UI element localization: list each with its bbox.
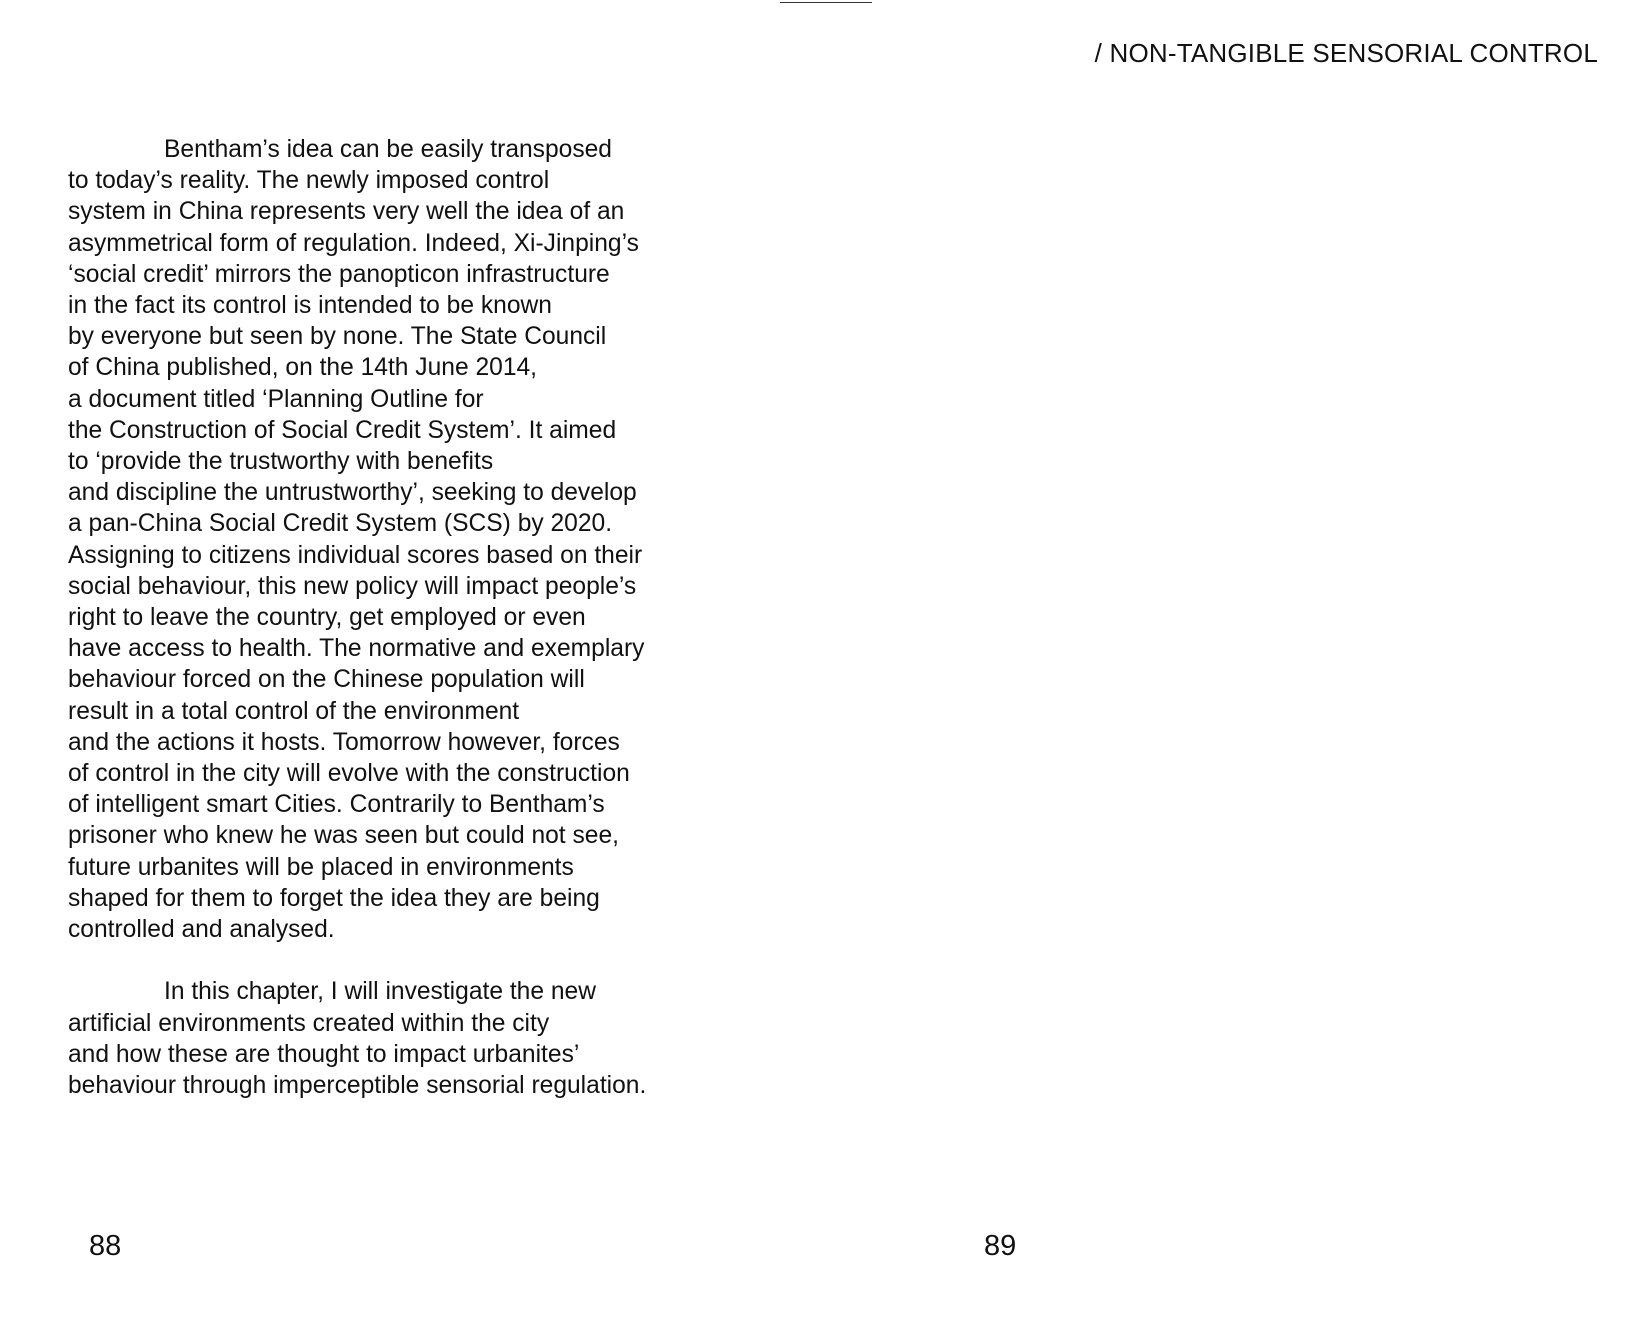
text-line: of China published, on the 14th June 2014, — [68, 354, 538, 382]
page-number-left: 88 — [89, 1230, 122, 1262]
text-line: of intelligent smart Cities. Contrarily to Bentham’s — [68, 791, 605, 819]
page-number-right: 89 — [984, 1230, 1017, 1262]
text-line: future urbanites will be placed in environments — [68, 853, 574, 881]
text-line: system in China represents very well the idea of an — [68, 198, 625, 226]
body-text — [68, 134, 708, 1101]
text-line: social behaviour, this new policy will impact people’s — [68, 572, 637, 600]
right-page — [822, 0, 1644, 1320]
text-line: shaped for them to forget the idea they are being — [68, 884, 600, 912]
text-line: right to leave the country, get employed or even — [68, 604, 586, 632]
text-line: behaviour forced on the Chinese population will — [68, 666, 585, 694]
text-line: result in a total control of the environment — [68, 697, 520, 725]
text-line: a pan-China Social Credit System (SCS) by 2020. — [68, 510, 613, 538]
running-header: / NON-TANGIBLE SENSORIAL CONTROL — [1094, 38, 1598, 68]
text-line: by everyone but seen by none. The State Council — [68, 323, 607, 351]
text-line: and how these are thought to impact urbanites’ — [68, 1040, 580, 1068]
text-line: a document titled ‘Planning Outline for — [68, 385, 484, 413]
paragraph-2 — [68, 976, 708, 1101]
text-line: have access to health. The normative and exemplary — [68, 635, 645, 663]
text-line: artificial environments created within the city — [68, 1009, 550, 1037]
text-line: of control in the city will evolve with the construction — [68, 760, 630, 788]
paragraph-1 — [68, 134, 708, 945]
text-line: to today’s reality. The newly imposed control — [68, 167, 550, 195]
text-line: prisoner who knew he was seen but could not see, — [68, 822, 619, 850]
text-line: to ‘provide the trustworthy with benefits — [68, 448, 494, 476]
text-line: ‘social credit’ mirrors the panopticon infrastructure — [68, 260, 610, 288]
text-line: and discipline the untrustworthy’, seeking to develop — [68, 479, 637, 507]
text-line: asymmetrical form of regulation. Indeed, Xi-Jinping’s — [68, 229, 639, 257]
text-line: behaviour through imperceptible sensorial regulation. — [68, 1072, 647, 1100]
text-line: the Construction of Social Credit System’. It aimed — [68, 416, 617, 444]
text-line: Assigning to citizens individual scores based on their — [68, 541, 643, 569]
text-line: and the actions it hosts. Tomorrow however, forces — [68, 728, 620, 756]
text-line: In this chapter, I will investigate the new — [164, 978, 596, 1006]
text-line: in the fact its control is intended to be known — [68, 292, 552, 320]
text-line: Bentham’s idea can be easily transposed — [164, 136, 612, 163]
text-line: controlled and analysed. — [68, 916, 335, 944]
